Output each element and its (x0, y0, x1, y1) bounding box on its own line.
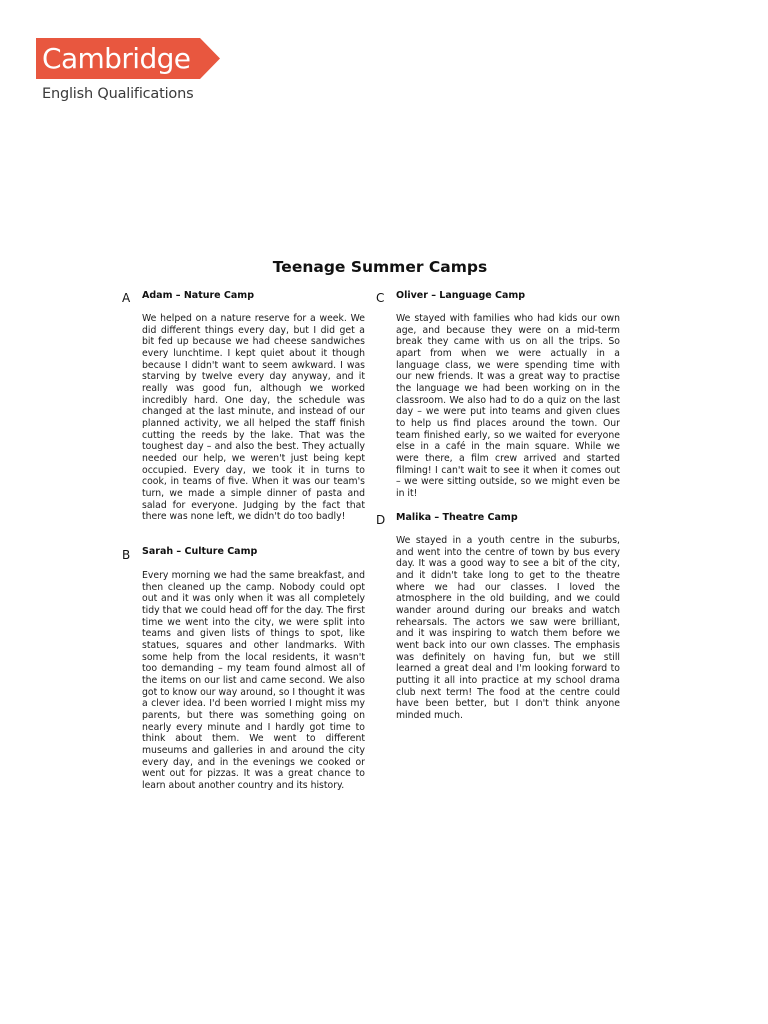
page-title: Teenage Summer Camps (272, 258, 488, 276)
section-letter-b: B (122, 548, 131, 562)
section-body-a: We helped on a nature reserve for a week. We did different things every day, but I did get a bit fed up because we had cheese sandwiches every lunchtime. I kept quiet about it though because I didn't want to seem awkward. I was starving by twelve every day anyway, and it really was good fun, although we worked incredibly hard. One day, the schedule was changed at the last minute, and instead of our planned activity, we all helped the staff finish cutting the reeds by the lake. That was the toughest day – and also the best. They actually needed our help, we weren't just being kept occupied. Every day, we took it in turns to cook, in teams of five. When it was our team's turn, we made a simple dinner of pasta and salad for everyone. Judging by the fact that there was none left, we didn't do too badly! (142, 313, 365, 523)
logo-subtitle: English Qualifications (42, 86, 194, 102)
section-body-c: We stayed with families who had kids our own age, and because they were on a mid-term break they came with us on all the trips. So apart from when we were actually in a language class, we were spending time with our new friends. It was a great way to practise the language we had been working on in the classroom. We also had to do a quiz on the last day – we were put into teams and given clues to help us find places around the town. Our team finished early, so we waited for everyone else in a café in the main square. While we were there, a film crew arrived and started filming! I can't wait to see it when it comes out – we were sitting outside, so we might even be in it! (396, 313, 620, 499)
section-letter-c: C (376, 291, 385, 305)
logo-wordmark: Cambridge (42, 42, 191, 75)
cambridge-logo (36, 38, 220, 79)
section-heading-b: Sarah – Culture Camp (142, 546, 258, 557)
section-body-b: Every morning we had the same breakfast, and then cleaned up the camp. Nobody could opt out and it was only when it was all completely tidy that we could head off for the day. The first time we went into the city, we were split into teams and given lists of things to spot, like statues, squares and other landmarks. With some help from the local residents, it wasn't too demanding – my team found almost all of the items on our list and came second. We also got to know our way around, so I thought it was a clever idea. I'd been worried I might miss my parents, but there was something going on nearly every minute and I hardly got time to think about them. We went to different museums and galleries in and around the city every day, and in the evenings we cooked or went out for pizzas. It was a great chance to learn about another country and its history. (142, 570, 365, 791)
section-body-d: We stayed in a youth centre in the suburbs, and went into the centre of town by bus every day. It was a good way to see a bit of the city, and it didn't take long to get to the theatre where we had our classes. I loved the atmosphere in the old building, and we could wander around during our breaks and watch rehearsals. The actors we saw were brilliant, and it was inspiring to watch them before we went back into our own classes. The emphasis was definitely on having fun, but we still learned a great deal and I'm looking forward to putting it all into practice at my school drama club next term! The food at the centre could have been better, but I don't think anyone minded much. (396, 535, 620, 721)
section-letter-a: A (122, 291, 131, 305)
section-heading-a: Adam – Nature Camp (142, 290, 255, 301)
section-heading-d: Malika – Theatre Camp (396, 512, 518, 523)
section-heading-c: Oliver – Language Camp (396, 290, 526, 301)
section-letter-d: D (376, 513, 386, 527)
